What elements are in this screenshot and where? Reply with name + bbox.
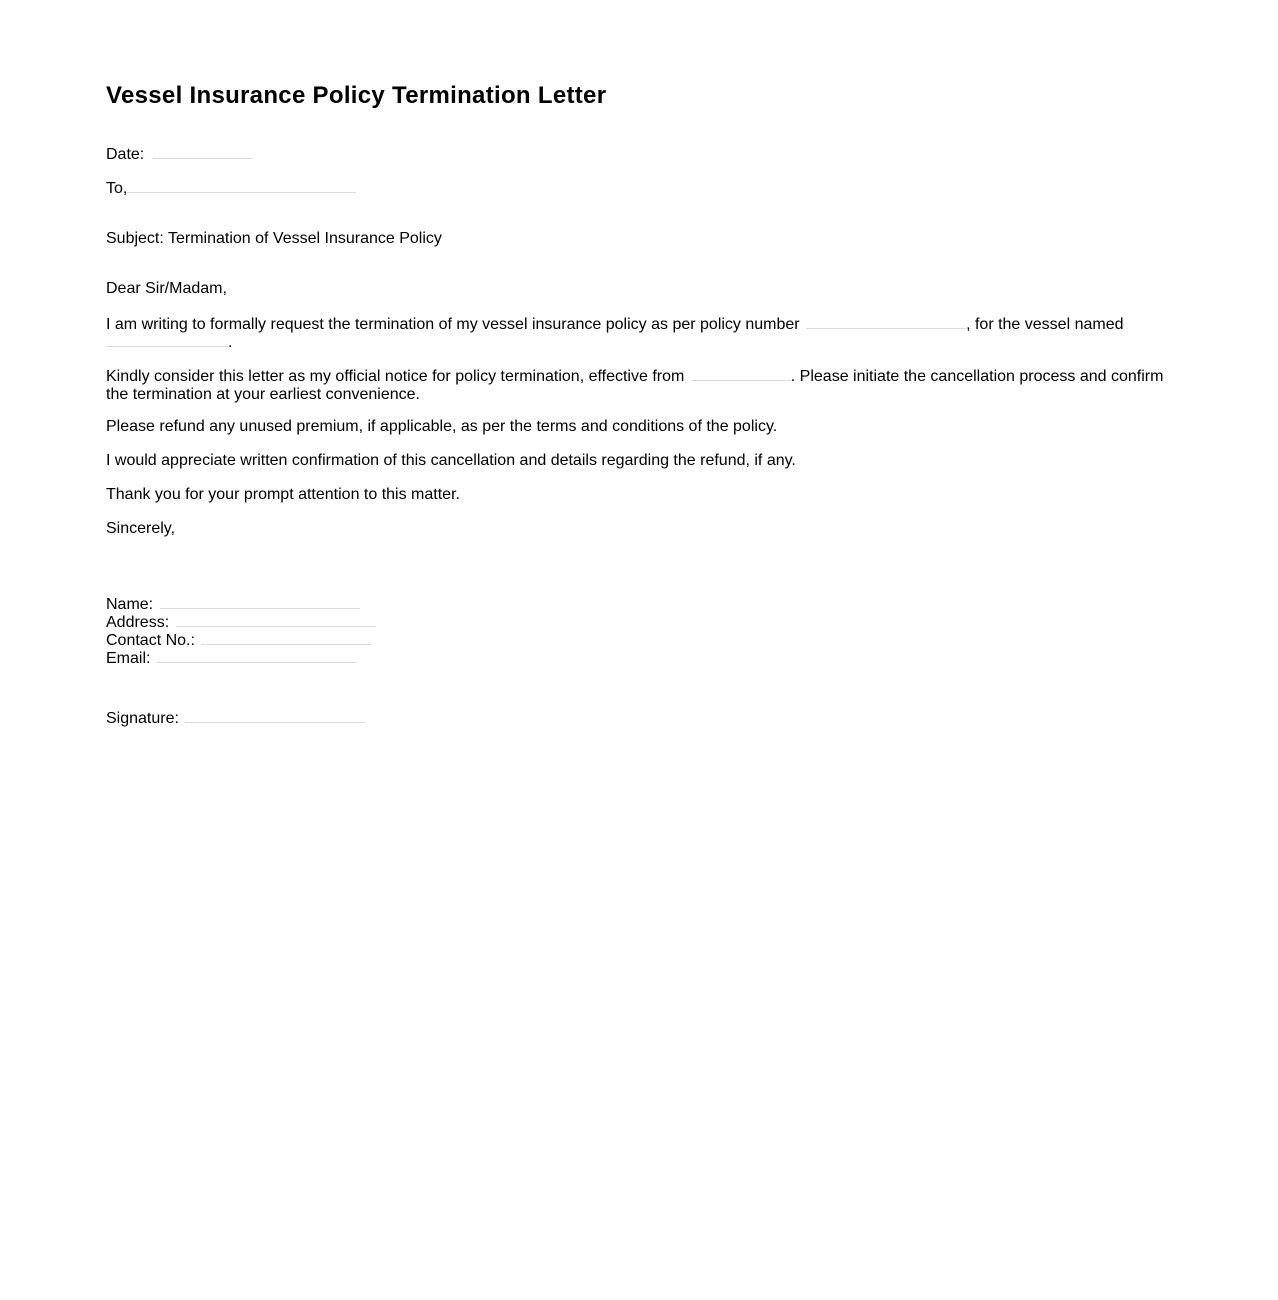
contact-label: Contact No.: — [106, 632, 195, 649]
signature-label: Signature: — [106, 710, 179, 727]
date-field[interactable] — [153, 144, 253, 159]
effective-date-field[interactable] — [691, 366, 791, 381]
address-field[interactable] — [176, 612, 376, 627]
paragraph-text: I am writing to formally request the termination of my vessel insurance policy as per policy number — [106, 316, 800, 333]
paragraph-confirmation: I would appreciate written confirmation of this cancellation and details regarding the refund, if any. — [106, 452, 796, 469]
recipient-field[interactable] — [127, 178, 356, 193]
email-field[interactable] — [157, 648, 357, 663]
page-title: Vessel Insurance Policy Termination Letter — [106, 82, 607, 109]
contact-row — [106, 630, 371, 650]
policy-number-field[interactable] — [806, 314, 966, 329]
email-label: Email: — [106, 650, 151, 667]
to-row — [106, 178, 356, 198]
name-row — [106, 594, 360, 614]
signature-row — [106, 708, 365, 728]
paragraph-text: . — [228, 334, 233, 351]
paragraph-text: . Please initiate the cancellation process and confirm the termination at your earliest convenience. — [106, 368, 1164, 403]
salutation: Dear Sir/Madam, — [106, 280, 227, 297]
to-label: To, — [106, 180, 128, 197]
paragraph-text: Kindly consider this letter as my official notice for policy termination, effective from — [106, 368, 685, 385]
address-row — [106, 612, 376, 632]
name-field[interactable] — [160, 594, 360, 609]
address-label: Address: — [106, 614, 170, 631]
subject-line: Subject: Termination of Vessel Insurance Policy — [106, 230, 442, 247]
contact-field[interactable] — [201, 630, 371, 645]
date-label: Date: — [106, 146, 145, 163]
date-row — [106, 144, 253, 164]
paragraph-policy-request — [106, 314, 1124, 334]
vessel-name-field[interactable] — [106, 332, 228, 347]
paragraph-refund: Please refund any unused premium, if applicable, as per the terms and conditions of the policy. — [106, 418, 778, 435]
signature-field[interactable] — [185, 708, 365, 723]
vessel-name-row — [106, 332, 232, 352]
paragraph-effective-date — [106, 366, 1174, 404]
paragraph-thanks: Thank you for your prompt attention to this matter. — [106, 486, 460, 503]
name-label: Name: — [106, 596, 154, 613]
email-row — [106, 648, 357, 668]
closing: Sincerely, — [106, 520, 176, 537]
paragraph-text: , for the vessel named — [966, 316, 1124, 333]
